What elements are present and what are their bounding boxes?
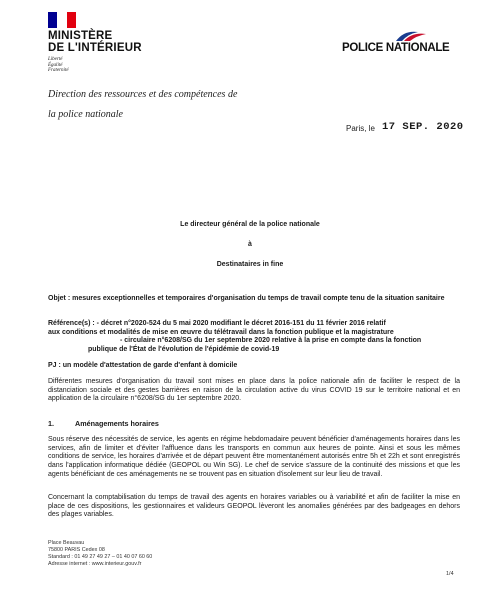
sender-line: Le directeur général de la police nationale bbox=[180, 221, 320, 228]
section-1-paragraph-1: Sous réserve des nécessités de service, les agents en régime hebdomadaire peuvent bénéficier d'aménagements horaires dans les services, afin de limiter et d'éviter l'affluence dans les transports en commun aux heures de pointe. Ainsi et sous les mêmes conditions de service, les horaires d'arrivée et de départ peuvent être momentanément autorisés entre 5h et 22h et sont enregistrés dans l'application informatique dédiée (GEOPOL ou Win SG). Le chef de service s'assure de la continuité des missions et que les agents bénéficiant de ces aménagements ne se trouvent pas en situation d'isolement sur leur lieu de travail. bbox=[48, 436, 460, 478]
reference-line-4: publique de l'État de l'évolution de l'épidémie de covid-19 bbox=[88, 345, 280, 353]
intro-paragraph: Différentes mesures d'organisation du travail sont mises en place dans la police nationale afin de faciliter le respect de la distanciation sociale et des gestes barrières en raison de la circulation active du virus COVID 19 sur le territoire national et en application de la circulaire n°6208/SG du 1er septembre 2020. bbox=[48, 378, 460, 403]
section-1-heading bbox=[48, 419, 159, 428]
pj-line: PJ : un modèle d'attestation de garde d'enfant à domicile bbox=[48, 362, 238, 369]
police-logo-text: POLICE NATIONALE bbox=[342, 42, 450, 54]
footer-address: Place Beauvau 75800 PARIS Cedex 08 Standard : 01 49 27 49 27 – 01 40 07 60 60 Adresse internet : www.interieur.gouv.fr bbox=[48, 540, 153, 567]
to-word: à bbox=[248, 241, 252, 248]
page-number: 1/4 bbox=[446, 571, 454, 577]
date-label: Paris, le bbox=[346, 124, 375, 133]
recipients-line: Destinataires in fine bbox=[216, 261, 284, 268]
references-block bbox=[48, 320, 460, 354]
reference-line-1: Référence(s) : - décret n°2020-524 du 5 mai 2020 modifiant le décret 2016-151 du 11 février 2016 relatif bbox=[48, 320, 386, 327]
objet-paragraph: Objet : mesures exceptionnelles et temporaires d'organisation du temps de travail compte tenu de la situation sanitaire bbox=[48, 295, 445, 302]
date-stamp: 17 SEP. 2020 bbox=[382, 121, 464, 133]
section-number: 1. bbox=[48, 419, 54, 428]
section-1-paragraph-2: Concernant la comptabilisation du temps de travail des agents en horaires variables ou à variabilité et afin de faciliter la mise en place de ces dispositions, les gestionnaires et valideurs GEOPOL lèveront les anomalies générées par des badgeages en dehors des plages variables. bbox=[48, 494, 460, 519]
republic-motto: Liberté Égalité Fraternité bbox=[48, 57, 69, 73]
reference-line-3: - circulaire n°6208/SG du 1er septembre 2020 relative à la prise en compte dans la fonction bbox=[120, 337, 422, 345]
police-nationale-logo bbox=[338, 28, 458, 64]
direction-name: Direction des ressources et des compétences de la police nationale bbox=[48, 89, 238, 120]
republic-flag-logo bbox=[48, 12, 76, 28]
reference-line-2: aux conditions et modalités de mise en œuvre du télétravail dans la fonction publique et la magistrature bbox=[48, 328, 394, 336]
section-title: Aménagements horaires bbox=[75, 419, 159, 428]
ministry-name: MINISTÈRE DE L'INTÉRIEUR bbox=[48, 30, 142, 54]
